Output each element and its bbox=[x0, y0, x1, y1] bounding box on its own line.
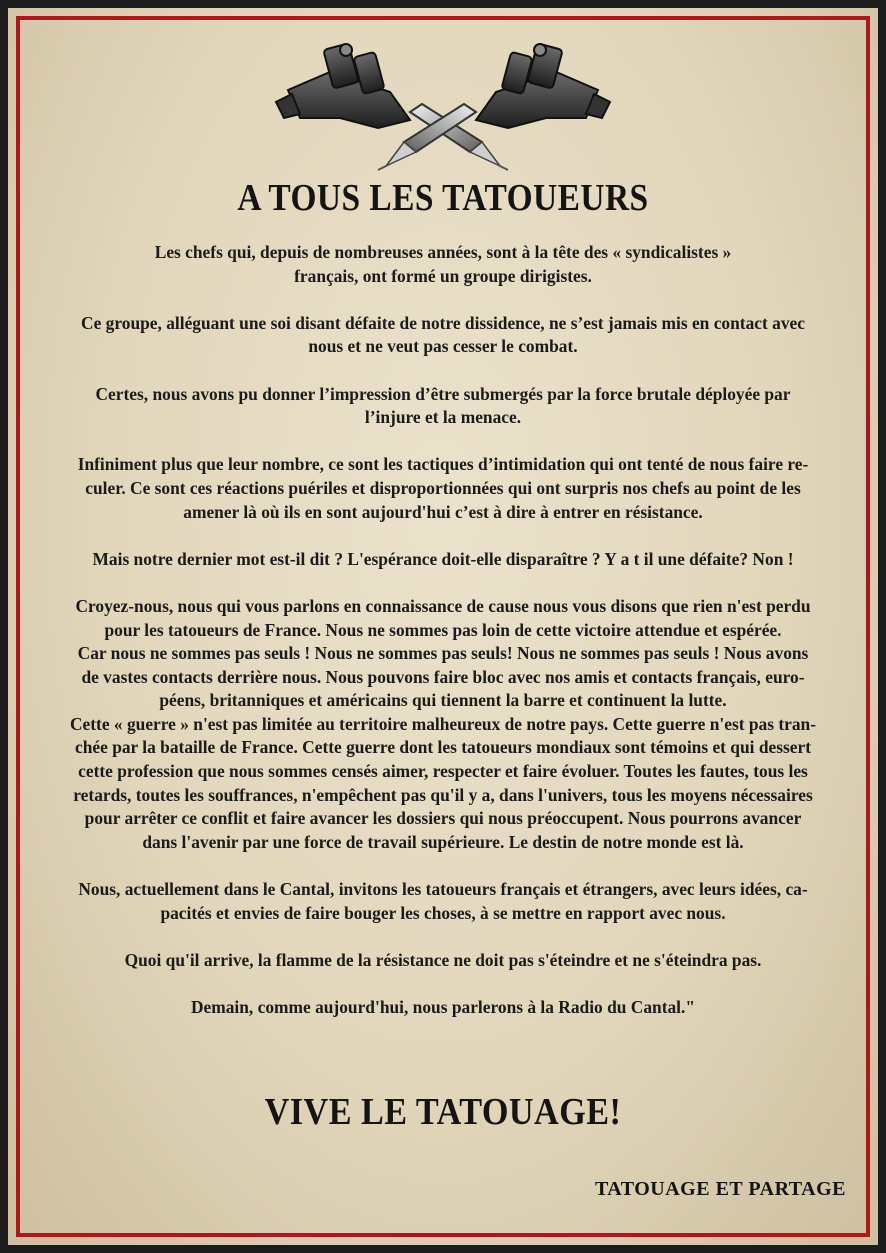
paragraph-line: chée par la bataille de France. Cette guerre dont les tatoueurs mondiaux sont témoins et qui dessert bbox=[75, 737, 811, 758]
paragraph bbox=[38, 453, 848, 524]
paragraph-line: Car nous ne sommes pas seuls ! Nous ne sommes pas seuls! Nous ne sommes pas seuls ! Nous avons bbox=[77, 643, 809, 664]
paragraph-line: amener là où ils en sont aujourd'hui c’est à dire à entrer en résistance. bbox=[183, 501, 703, 522]
paragraph-line: Nous, actuellement dans le Cantal, invitons les tatoueurs français et étrangers, avec leurs idées, ca- bbox=[78, 879, 808, 900]
paragraph bbox=[38, 949, 848, 973]
paragraph-line: Les chefs qui, depuis de nombreuses années, sont à la tête des « syndicalistes » bbox=[154, 242, 732, 262]
paragraph-line: Certes, nous avons pu donner l’impression d’être submergés par la force brutale déployée par bbox=[95, 383, 791, 404]
paragraph-line: pour arrêter ce conflit et faire avancer les dossiers qui nous préoccupent. Nous pourrons avancer bbox=[84, 808, 802, 829]
paragraph bbox=[38, 595, 848, 855]
paragraph-line: nous et ne veut pas cesser le combat. bbox=[308, 336, 578, 357]
paragraph-line: Infiniment plus que leur nombre, ce sont les tactiques d’intimidation qui ont tenté de nous faire re- bbox=[77, 454, 809, 475]
paragraph-line: Mais notre dernier mot est-il dit ? L'espérance doit-elle disparaître ? Y a t il une défaite? Non ! bbox=[92, 548, 794, 569]
paragraph-line: Cette « guerre » n'est pas limitée au territoire malheureux de notre pays. Cette guerre n'est pas tran- bbox=[69, 713, 817, 734]
crossed-tattoo-machines-icon bbox=[270, 32, 616, 172]
paragraph-line: culer. Ce sont ces réactions puériles et disproportionnées qui ont surpris nos chefs au point de les bbox=[85, 477, 801, 498]
paragraph bbox=[38, 383, 848, 430]
paragraph bbox=[38, 878, 848, 925]
paragraph bbox=[38, 241, 848, 288]
paragraph bbox=[38, 312, 848, 359]
paragraph-line: Quoi qu'il arrive, la flamme de la résistance ne doit pas s'éteindre et ne s'éteindra pas. bbox=[124, 949, 762, 970]
paragraph-line: français, ont formé un groupe dirigistes. bbox=[294, 265, 592, 286]
paragraph-line: Croyez-nous, nous qui vous parlons en connaissance de cause nous vous disons que rien n'est perdu bbox=[75, 595, 811, 616]
paragraph-line: péens, britanniques et américains qui tiennent la barre et continuent la lutte. bbox=[159, 690, 727, 711]
poster-body bbox=[38, 241, 848, 1043]
poster-title: A TOUS LES TATOUEURS bbox=[237, 177, 649, 219]
signature: TATOUAGE ET PARTAGE bbox=[594, 1178, 846, 1200]
paragraph bbox=[38, 996, 848, 1020]
paragraph-line: cette profession que nous sommes censés aimer, respecter et faire évoluer. Toutes les fautes, tous les bbox=[78, 761, 808, 782]
paragraph-line: pacités et envies de faire bouger les choses, à se mettre en rapport avec nous. bbox=[160, 902, 726, 923]
paragraph-line: retards, toutes les souffrances, n'empêchent pas qu'il y a, dans l'univers, tous les moyens nécessaires bbox=[73, 784, 813, 805]
slogan: VIVE LE TATOUAGE! bbox=[264, 1091, 622, 1133]
paragraph-line: de vastes contacts derrière nous. Nous pouvons faire bloc avec nos amis et contacts français, euro- bbox=[81, 666, 805, 687]
paragraph-line: Demain, comme aujourd'hui, nous parlerons à la Radio du Cantal." bbox=[190, 997, 696, 1017]
paragraph-line: l’injure et la menace. bbox=[364, 407, 522, 428]
paragraph-line: Ce groupe, alléguant une soi disant défaite de notre dissidence, ne s’est jamais mis en contact avec bbox=[81, 312, 805, 333]
paragraph-line: dans l'avenir par une force de travail supérieure. Le destin de notre monde est là. bbox=[142, 831, 744, 852]
paragraph bbox=[38, 548, 848, 572]
paragraph-line: pour les tatoueurs de France. Nous ne sommes pas loin de cette victoire attendue et espérée. bbox=[104, 619, 782, 640]
poster bbox=[8, 8, 878, 1245]
